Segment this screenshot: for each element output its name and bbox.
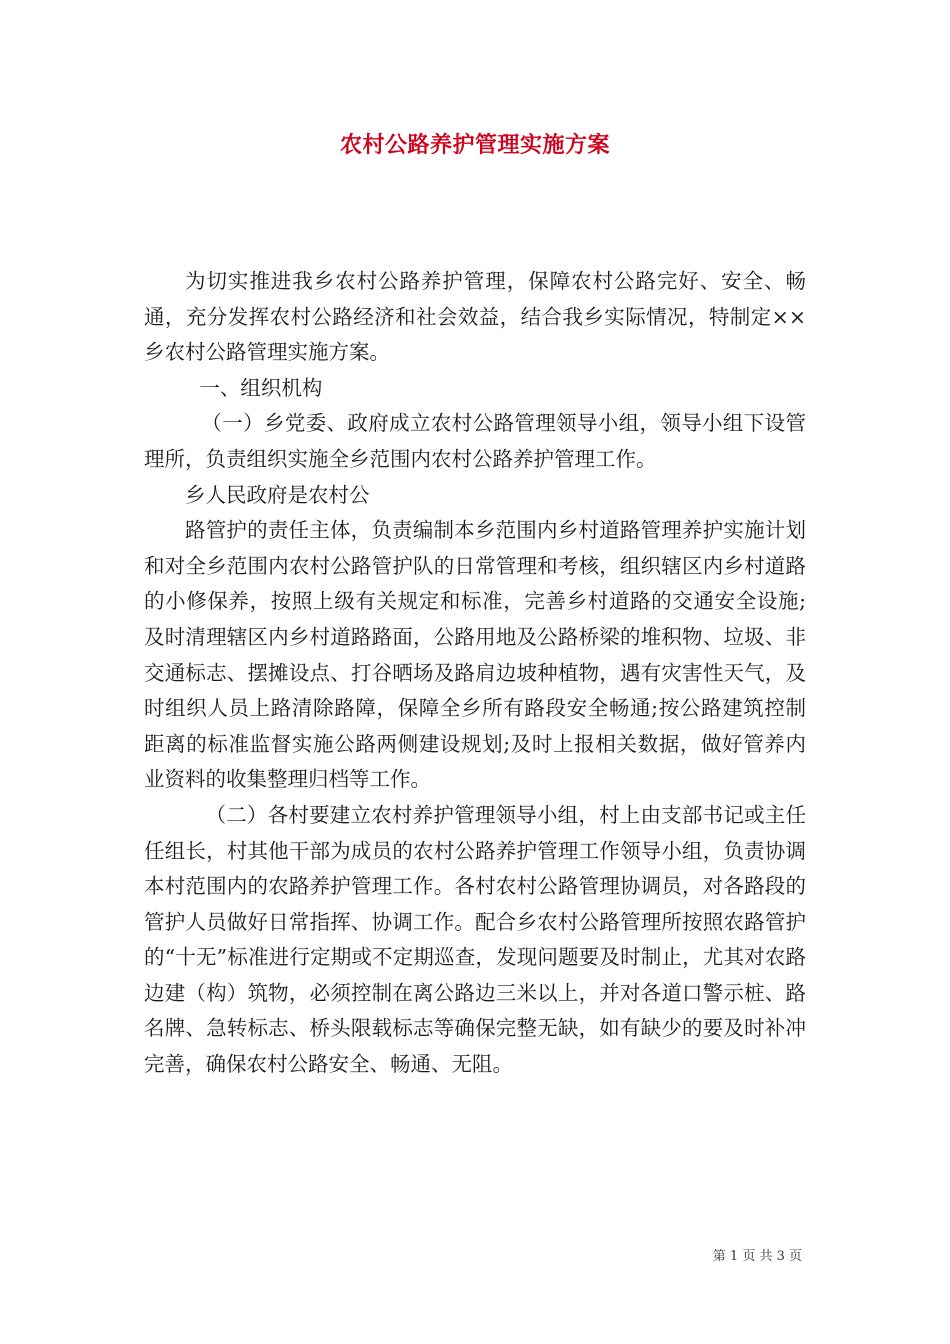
responsibility-lead-line: 乡人民政府是农村公 [185, 482, 370, 507]
responsibility-paragraph: 路管护的责任主体，负责编制本乡范围内乡村道路管理养护实施计划和对全乡范围内农村公路管护队的日常管理和考核，组织辖区内乡村道路的小修保养，按照上级有关规定和标准，完善乡村道路的交通安全设施;及时清理辖区内乡村道路路面，公路用地及公路桥梁的堆积物、垃圾、非交通标志、摆摊设点、打谷晒场及路肩边坡种植物，遇有灾害性天气，及时组织人员上路清除路障，保障全乡所有路段安全畅通;按公路建筑控制距离的标准监督实施公路两侧建设规划;及时上报相关数据，做好管养内业资料的收集整理归档等工作。 [144, 518, 806, 792]
intro-paragraph: 为切实推进我乡农村公路养护管理，保障农村公路完好、安全、畅通，充分发挥农村公路经济和社会效益，结合我乡实际情况，特制定××乡农村公路管理实施方案。 [144, 269, 806, 365]
document-title: 农村公路养护管理实施方案 [339, 132, 610, 158]
subsection-1-paragraph: （一）乡党委、政府成立农村公路管理领导小组，领导小组下设管理所，负责组织实施全乡范围内农村公路养护管理工作。 [144, 411, 806, 471]
document-body [144, 264, 806, 1083]
subsection-2-paragraph: （二）各村要建立农村养护管理领导小组，村上由支部书记或主任任组长，村其他干部为成员的农村公路养护管理工作领导小组，负责协调本村范围内的农路养护管理工作。各村农村公路管理协调员，对各路段的管护人员做好日常指挥、协调工作。配合乡农村公路管理所按照农路管护的“十无”标准进行定期或不定期巡查，发现问题要及时制止，尤其对农路边建（构）筑物，必须控制在离公路边三米以上，并对各道口警示桩、路名牌、急转标志、桥头限载标志等确保完整无缺，如有缺少的要及时补冲完善，确保农村公路安全、畅通、无阻。 [144, 802, 806, 1077]
section-heading-organization: 一、组织机构 [199, 375, 323, 400]
page-number: 第 1 页 共 3 页 [712, 1249, 802, 1264]
